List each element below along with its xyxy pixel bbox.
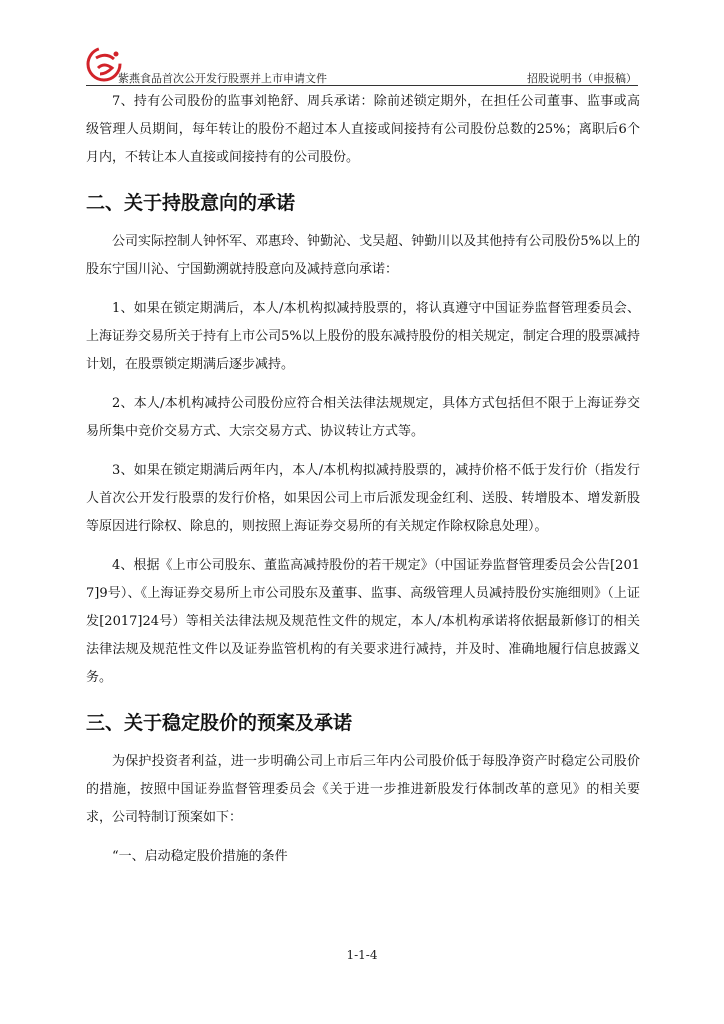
paragraph-holding-intent-intro: 公司实际控制人钟怀军、邓惠玲、钟勤沁、戈吴超、钟勤川以及其他持有公司股份5%以上的股东宁国川沁、宁国勤溯就持股意向及减持意向承诺： [86, 234, 640, 277]
header-doc-title: 招股说明书（申报稿） [527, 72, 637, 85]
header-rule [86, 85, 638, 86]
section-heading-holding-intent: 二、关于持股意向的承诺 [86, 192, 296, 214]
page-number: 1-1-4 [346, 948, 378, 962]
document-body [86, 88, 640, 882]
paragraph-holding-intent-4: 4、根据《上市公司股东、董监高减持股份的若干规定》（中国证券监督管理委员会公告[2017]9号）、《上海证券交易所上市公司股东及董事、监事、高级管理人员减持股份实施细则》（上证发[2017]24号）等相关法律法规及规范性文件的规定，本人/本机构承诺将依据最新修订的相关法律法规及规范性文件以及证券监管机构的有关要求进行减持，并及时、准确地履行信息披露义务。 [86, 558, 640, 685]
paragraph-stabilization-condition: “一、启动稳定股价措施的条件 [112, 849, 288, 864]
paragraph-holding-intent-3: 3、如果在锁定期满后两年内，本人/本机构拟减持股票的，减持价格不低于发行价（指发行人首次公开发行股票的发行价格，如果因公司上市后派发现金红利、送股、转增股本、增发新股等原因进行除权、除息的，则按照上海证券交易所的有关规定作除权除息处理）。 [86, 463, 640, 534]
paragraph-holding-intent-1: 1、如果在锁定期满后，本人/本机构拟减持股票的，将认真遵守中国证券监督管理委员会、上海证券交易所关于持有上市公司5%以上股份的股东减持股份的相关规定，制定合理的股票减持计划，在股票锁定期满后逐步减持。 [86, 301, 640, 372]
paragraph-holding-intent-2: 2、本人/本机构减持公司股份应符合相关法律法规规定，具体方式包括但不限于上海证券交易所集中竞价交易方式、大宗交易方式、协议转让方式等。 [86, 396, 640, 439]
section-heading-price-stabilization: 三、关于稳定股价的预案及承诺 [86, 712, 353, 734]
header-company-title: 紫燕食品首次公开发行股票并上市申请文件 [118, 72, 327, 85]
paragraph-commitment-7: 7、持有公司股份的监事刘艳舒、周兵承诺：除前述锁定期外，在担任公司董事、监事或高级管理人员期间，每年转让的股份不超过本人直接或间接持有公司股份总数的25%；离职后6个月内，不转让本人直接或间接持有的公司股份。 [86, 94, 640, 165]
paragraph-price-stabilization-intro: 为保护投资者利益，进一步明确公司上市后三年内公司股价低于每股净资产时稳定公司股价的措施，按照中国证券监督管理委员会《关于进一步推进新股发行体制改革的意见》的相关要求，公司特制订预案如下： [86, 754, 640, 825]
